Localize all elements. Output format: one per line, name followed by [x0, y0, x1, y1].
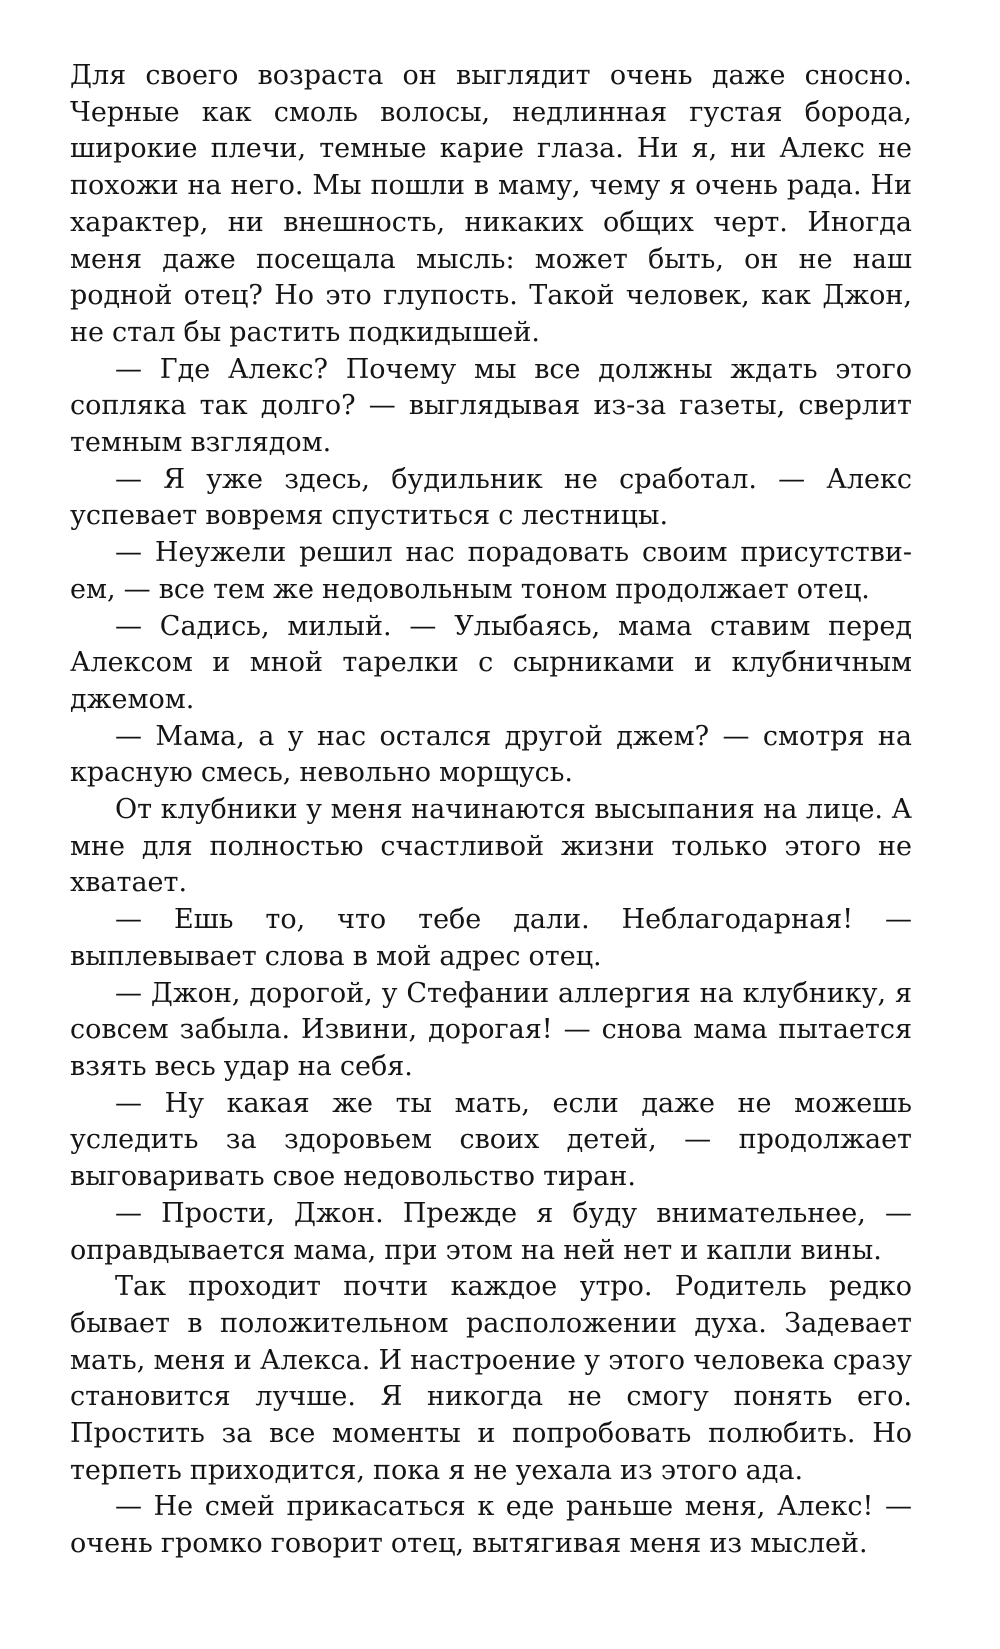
paragraph-8: — Ешь то, что тебе дали. Неблагодарная! — выплевывает слова в мой адрес отец.	[70, 904, 912, 972]
paragraph-6: — Мама, а у нас остался другой джем? — смотря на красную смесь, невольно морщусь.	[70, 720, 912, 789]
paragraph-2: — Где Алекс? Почему мы все должны ждать этого сопляка так долго? — выглядывая из-за газеты, сверлит темным взглядом.	[70, 353, 912, 459]
paragraph-1: Для своего возраста он выглядит очень даже сносно. Черные как смоль волосы, недлинная густая борода, широкие плечи, темные карие глаза. Ни я, ни Алекс не похожи на него. Мы пошли в маму, чему я очень рада. Ни характер, ни внешность, никаких общих черт. Иногда меня даже посещала мысль: может быть, он не наш родной отец? Но это глупость. Такой человек, как Джон, не стал бы растить подкидышей.	[70, 60, 912, 348]
paragraph-13: — Не смей прикасаться к еде раньше меня, Алекс! — очень громко говорит отец, вытягивая меня из мыслей.	[70, 1491, 912, 1560]
paragraph-11: — Прости, Джон. Прежде я буду внимательнее, — оправдывается мама, при этом на ней нет и капли вины.	[70, 1197, 912, 1266]
paragraph-3: — Я уже здесь, будильник не сработал. — Алекс успевает вовремя спуститься с лестницы.	[70, 463, 912, 532]
paragraph-7: От клубники у меня начинаются высыпания на лице. А мне для полностью счастливой жизни только этого не хватает.	[70, 794, 912, 899]
paragraph-10: — Ну какая же ты мать, если даже не можешь уследить за здоровьем своих детей, — продолжает выговаривать свое недовольство тиран.	[70, 1087, 912, 1193]
paragraph-12: Так проходит почти каждое утро. Родитель редко бывает в положительном расположении духа. Задевает мать, меня и Алекса. И настроение у этого человека сразу становится лучше. Я никогда не смогу понять его. Простить за все моменты и попробовать полюбить. Но терпеть приходится, пока я не уехала из этого ада.	[70, 1271, 912, 1486]
paragraph-5: — Садись, милый. — Улыбаясь, мама ставим перед Алексом и мной тарелки с сырниками и клубничным джемом.	[70, 610, 912, 715]
paragraph-4: — Неужели решил нас порадовать своим присутствием, — все тем же недовольным тоном продолжает отец.	[70, 537, 912, 605]
paragraph-9: — Джон, дорогой, у Стефании аллергия на клубнику, я совсем забыла. Извини, дорогая! — снова мама пытается взять весь удар на себя.	[70, 977, 912, 1082]
